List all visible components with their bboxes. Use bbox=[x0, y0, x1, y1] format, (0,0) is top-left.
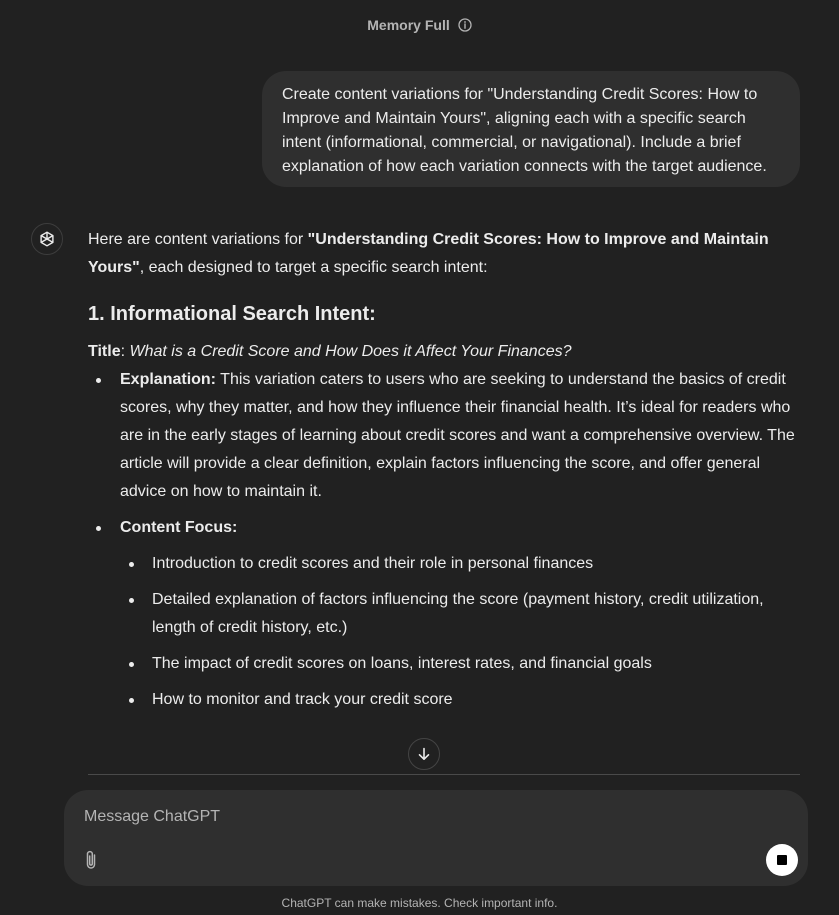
list-item-explanation bbox=[88, 366, 800, 506]
info-icon[interactable] bbox=[458, 18, 472, 32]
paperclip-icon bbox=[83, 849, 99, 871]
content-focus-list bbox=[120, 550, 800, 714]
title-label: Title bbox=[88, 343, 121, 360]
stop-icon bbox=[777, 855, 787, 865]
arrow-down-icon bbox=[416, 746, 432, 762]
assistant-message bbox=[88, 226, 800, 722]
list-item: How to monitor and track your credit score bbox=[120, 686, 800, 714]
variation-title-line bbox=[88, 338, 800, 366]
list-item: Detailed explanation of factors influencing the score (payment history, credit utilization, length of credit history, etc.) bbox=[120, 586, 800, 642]
list-item: Introduction to credit scores and their role in personal finances bbox=[120, 550, 800, 578]
scroll-to-bottom-button[interactable] bbox=[408, 738, 440, 770]
title-separator: : bbox=[120, 343, 130, 360]
attach-file-button[interactable] bbox=[80, 848, 102, 872]
section-heading-informational: 1. Informational Search Intent: bbox=[88, 303, 376, 325]
explanation-text: This variation caters to users who are seeking to understand the basics of credit scores, why they matter, and how they influence their financial health. It’s ideal for readers who are in the early stages of learning about credit scores and want a comprehensive overview. The article will provide a clear definition, explain factors influencing the score, and offer general advice on how to maintain it. bbox=[120, 371, 795, 500]
user-message-bubble: Create content variations for "Understanding Credit Scores: How to Improve and Maintain Yours", aligning each with a specific search intent (informational, commercial, or navigational). Include a brief explanation of how each variation connects with the target audience. bbox=[262, 71, 800, 187]
composer-divider bbox=[88, 774, 800, 775]
intro-text-after: , each designed to target a specific search intent: bbox=[139, 259, 488, 276]
disclaimer-footer: ChatGPT can make mistakes. Check important info. bbox=[281, 896, 558, 910]
content-focus-label: Content Focus: bbox=[120, 519, 238, 536]
memory-status-label: Memory Full bbox=[367, 17, 450, 33]
memory-status-header[interactable] bbox=[0, 17, 839, 33]
section-bullet-list bbox=[88, 366, 800, 714]
openai-logo-icon bbox=[31, 223, 63, 255]
assistant-intro bbox=[88, 226, 800, 282]
explanation-label: Explanation: bbox=[120, 371, 217, 388]
message-composer bbox=[64, 790, 808, 886]
list-item-content-focus bbox=[88, 514, 800, 714]
intro-bold-title: "Understanding Credit Scores: How to Improve and Maintain Yours" bbox=[88, 231, 769, 276]
intro-text-before: Here are content variations for bbox=[88, 231, 308, 248]
message-input[interactable] bbox=[82, 804, 746, 830]
list-item: The impact of credit scores on loans, interest rates, and financial goals bbox=[120, 650, 800, 678]
title-value: What is a Credit Score and How Does it Affect Your Finances? bbox=[129, 343, 572, 360]
stop-generating-button[interactable] bbox=[766, 844, 798, 876]
